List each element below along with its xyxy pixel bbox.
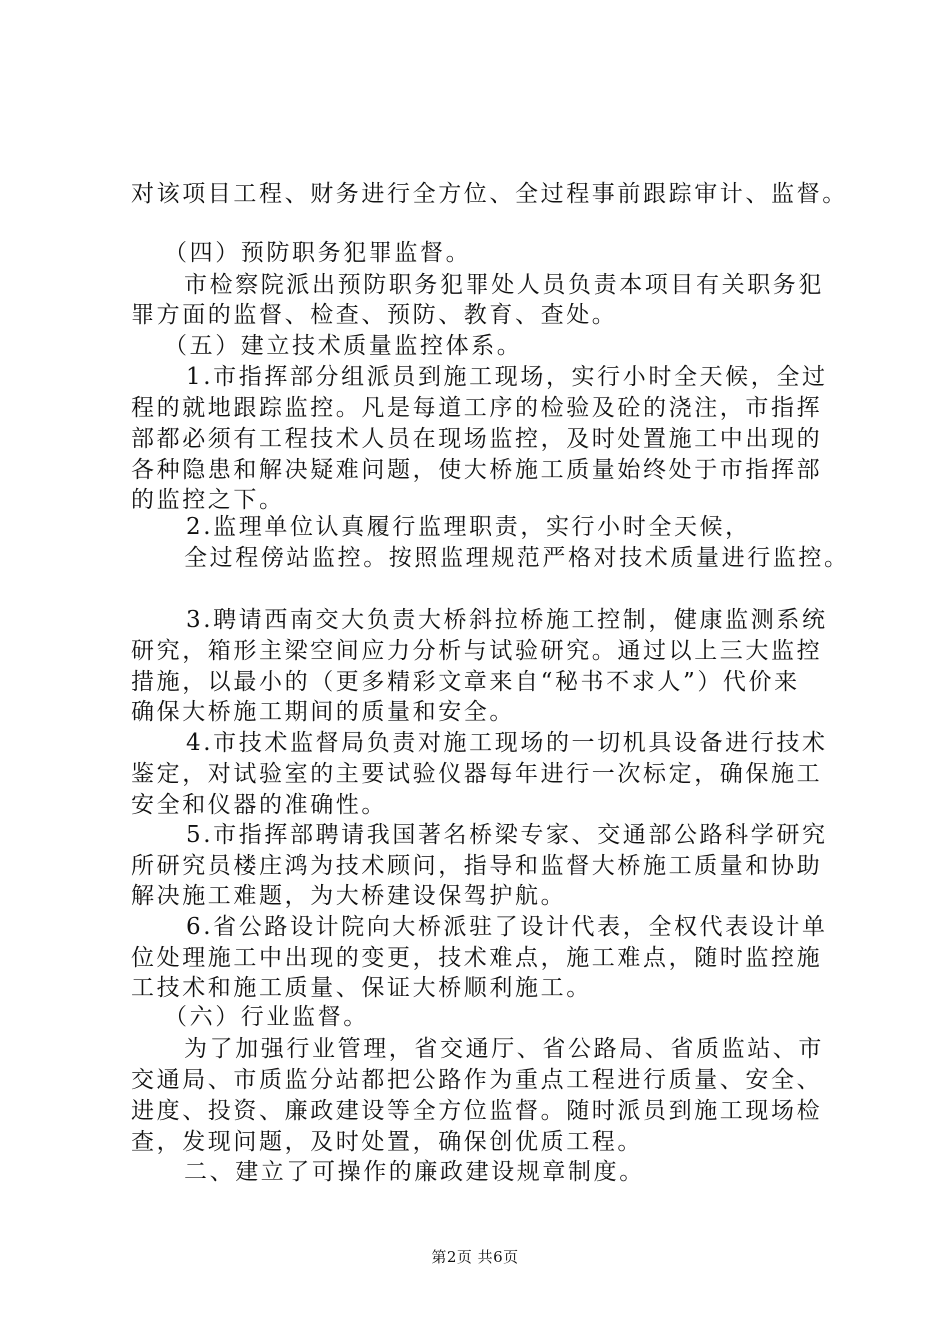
paragraph-line: 确保大桥施工期间的质量和安全。	[131, 699, 515, 725]
section-heading: （六）行业监督。	[164, 1004, 369, 1030]
paragraph-line: 各种隐患和解决疑难问题，使大桥施工质量始终处于市指挥部	[131, 457, 823, 483]
paragraph-line: 所研究员楼庄鸿为技术顾问，指导和监督大桥施工质量和协助	[131, 853, 823, 879]
section-heading: （五）建立技术质量监控体系。	[164, 333, 523, 359]
paragraph-line: 程的就地跟踪监控。凡是每道工序的检验及砼的浇注，市指挥	[131, 395, 823, 421]
paragraph-line: 位处理施工中出现的变更，技术难点，施工难点，随时监控施	[131, 945, 823, 971]
paragraph-line: 6.省公路设计院向大桥派驻了设计代表，全权代表设计单	[186, 914, 828, 940]
paragraph-line: 部都必须有工程技术人员在现场监控，及时处置施工中出现的	[131, 426, 823, 452]
paragraph-line: 市检察院派出预防职务犯罪处人员负责本项目有关职务犯	[184, 272, 824, 298]
paragraph-line: 鉴定，对试验室的主要试验仪器每年进行一次标定，确保施工	[131, 761, 823, 787]
paragraph-line: 交通局、市质监分站都把公路作为重点工程进行质量、安全、	[131, 1067, 823, 1093]
paragraph-line: 进度、投资、廉政建设等全方位监督。随时派员到施工现场检	[131, 1098, 823, 1124]
paragraph-line: 解决施工难题，为大桥建设保驾护航。	[131, 883, 567, 909]
paragraph-line: 2.监理单位认真履行监理职责，实行小时全天候，	[186, 514, 751, 540]
paragraph-line: 的监控之下。	[131, 487, 285, 513]
paragraph-line: 工技术和施工质量、保证大桥顺利施工。	[131, 975, 592, 1001]
paragraph-line: 对该项目工程、财务进行全方位、全过程事前跟踪审计、监督。	[131, 181, 848, 207]
paragraph-line: 查，发现问题，及时处置，确保创优质工程。	[131, 1129, 643, 1155]
paragraph-line: 研究，箱形主梁空间应力分析与试验研究。通过以上三大监控	[131, 638, 823, 664]
paragraph-line: 措施，以最小的（更多精彩文章来自“秘书不求人”）代价来	[131, 669, 800, 695]
paragraph-line: 3.聘请西南交大负责大桥斜拉桥施工控制，健康监测系统	[186, 607, 828, 633]
paragraph-line: 4.市技术监督局负责对施工现场的一切机具设备进行技术	[186, 730, 828, 756]
paragraph-line: 5.市指挥部聘请我国著名桥梁专家、交通部公路科学研究	[186, 822, 828, 848]
page-number-footer: 第2页 共6页	[431, 1248, 519, 1266]
paragraph-line: 罪方面的监督、检查、预防、教育、查处。	[131, 302, 618, 328]
section-heading: （四）预防职务犯罪监督。	[164, 240, 472, 266]
paragraph-line: 为了加强行业管理，省交通厅、省公路局、省质监站、市	[184, 1036, 824, 1062]
paragraph-line: 全过程傍站监控。按照监理规范严格对技术质量进行监控。	[184, 545, 850, 571]
paragraph-line: 安全和仪器的准确性。	[131, 792, 387, 818]
section-heading: 二、建立了可操作的廉政建设规章制度。	[184, 1159, 645, 1185]
paragraph-line: 1.市指挥部分组派员到施工现场，实行小时全天候，全过	[186, 364, 828, 390]
